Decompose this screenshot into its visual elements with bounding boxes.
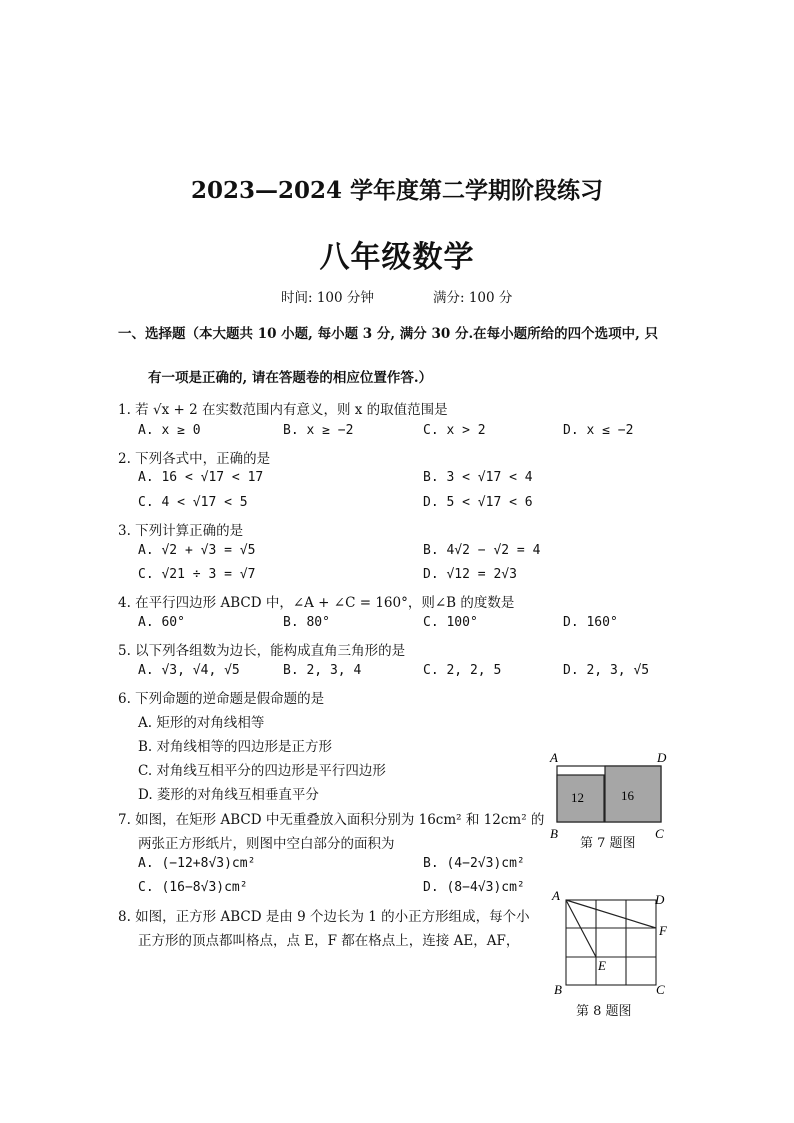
q5-option-b: B. 2, 3, 4	[283, 663, 362, 678]
label-a: A	[550, 750, 558, 765]
exam-subtitle: 八年级数学	[319, 240, 475, 275]
figure-7-caption: 第 7 题图	[580, 836, 636, 851]
section-heading-line2: 有一项是正确的, 请在答题卷的相应位置作答.）	[148, 370, 433, 386]
question-8-line2: 正方形的顶点都叫格点，点 E，F 都在格点上，连接 AE，AF，	[138, 933, 520, 949]
q6-option-c: C. 对角线互相平分的四边形是平行四边形	[138, 763, 386, 779]
q5-option-a: A. √3, √4, √5	[138, 663, 240, 678]
exam-title: 2023—2024 学年度第二学期阶段练习	[190, 177, 604, 204]
q6-option-b: B. 对角线相等的四边形是正方形	[138, 739, 333, 755]
q2-option-d: D. 5 < √17 < 6	[423, 495, 533, 510]
q4-option-a: A. 60°	[138, 615, 185, 630]
label-d: D	[657, 750, 667, 765]
figure-8-diagram	[548, 888, 674, 998]
q2-option-c: C. 4 < √17 < 5	[138, 495, 248, 510]
question-6: 6. 下列命题的逆命题是假命题的是	[118, 691, 325, 707]
label-c: C	[656, 982, 665, 997]
question-2: 2. 下列各式中，正确的是	[118, 451, 271, 467]
label-c: C	[655, 826, 664, 841]
section-heading-line1: 一、选择题（本大题共 10 小题, 每小题 3 分, 满分 30 分.在每小题所给的四个选项中, 只	[118, 326, 659, 342]
question-3: 3. 下列计算正确的是	[118, 523, 244, 539]
figure-8-caption: 第 8 题图	[576, 1004, 632, 1019]
label-d: D	[655, 892, 665, 907]
label-f: F	[659, 923, 667, 938]
q7-option-c: C. (16−8√3)cm²	[138, 880, 248, 895]
q3-option-b: B. 4√2 − √2 = 4	[423, 543, 541, 558]
q7-option-b: B. (4−2√3)cm²	[423, 856, 525, 871]
grid-3x3	[566, 900, 656, 985]
q6-option-d: D. 菱形的对角线互相垂直平分	[138, 787, 319, 803]
question-7-line1: 7. 如图，在矩形 ABCD 中无重叠放入面积分别为 16cm² 和 12cm² 的	[118, 812, 545, 828]
q1-option-b: B. x ≥ −2	[283, 423, 354, 438]
small-square-label: 12	[571, 790, 584, 805]
q7-option-d: D. (8−4√3)cm²	[423, 880, 525, 895]
q2-option-b: B. 3 < √17 < 4	[423, 470, 533, 485]
q4-option-c: C. 100°	[423, 615, 478, 630]
q1-option-d: D. x ≤ −2	[563, 423, 634, 438]
q3-option-d: D. √12 = 2√3	[423, 567, 517, 582]
big-square-label: 16	[621, 788, 634, 803]
q3-option-a: A. √2 + √3 = √5	[138, 543, 256, 558]
q1-option-a: A. x ≥ 0	[138, 423, 201, 438]
label-b: B	[550, 826, 558, 841]
q5-option-d: D. 2, 3, √5	[563, 663, 650, 678]
exam-time: 时间: 100 分钟	[281, 290, 374, 306]
label-a: A	[552, 888, 560, 903]
q6-option-a: A. 矩形的对角线相等	[138, 715, 265, 731]
q4-option-d: D. 160°	[563, 615, 618, 630]
question-1: 1. 若 √x + 2 在实数范围内有意义，则 x 的取值范围是	[118, 402, 448, 418]
question-8-line1: 8. 如图，正方形 ABCD 是由 9 个边长为 1 的小正方形组成，每个小	[118, 909, 530, 925]
q5-option-c: C. 2, 2, 5	[423, 663, 502, 678]
label-b: B	[554, 982, 562, 997]
question-7-line2: 两张正方形纸片，则图中空白部分的面积为	[138, 836, 395, 852]
segment-af	[566, 900, 656, 928]
question-4: 4. 在平行四边形 ABCD 中，∠A + ∠C = 160°，则∠B 的度数是	[118, 595, 515, 611]
q3-option-c: C. √21 ÷ 3 = √7	[138, 567, 256, 582]
q2-option-a: A. 16 < √17 < 17	[138, 470, 264, 485]
q1-option-c: C. x > 2	[423, 423, 486, 438]
exam-score: 满分: 100 分	[433, 290, 513, 306]
q4-option-b: B. 80°	[283, 615, 330, 630]
label-e: E	[598, 958, 606, 973]
q7-option-a: A. (−12+8√3)cm²	[138, 856, 256, 871]
question-5: 5. 以下列各组数为边长，能构成直角三角形的是	[118, 643, 406, 659]
